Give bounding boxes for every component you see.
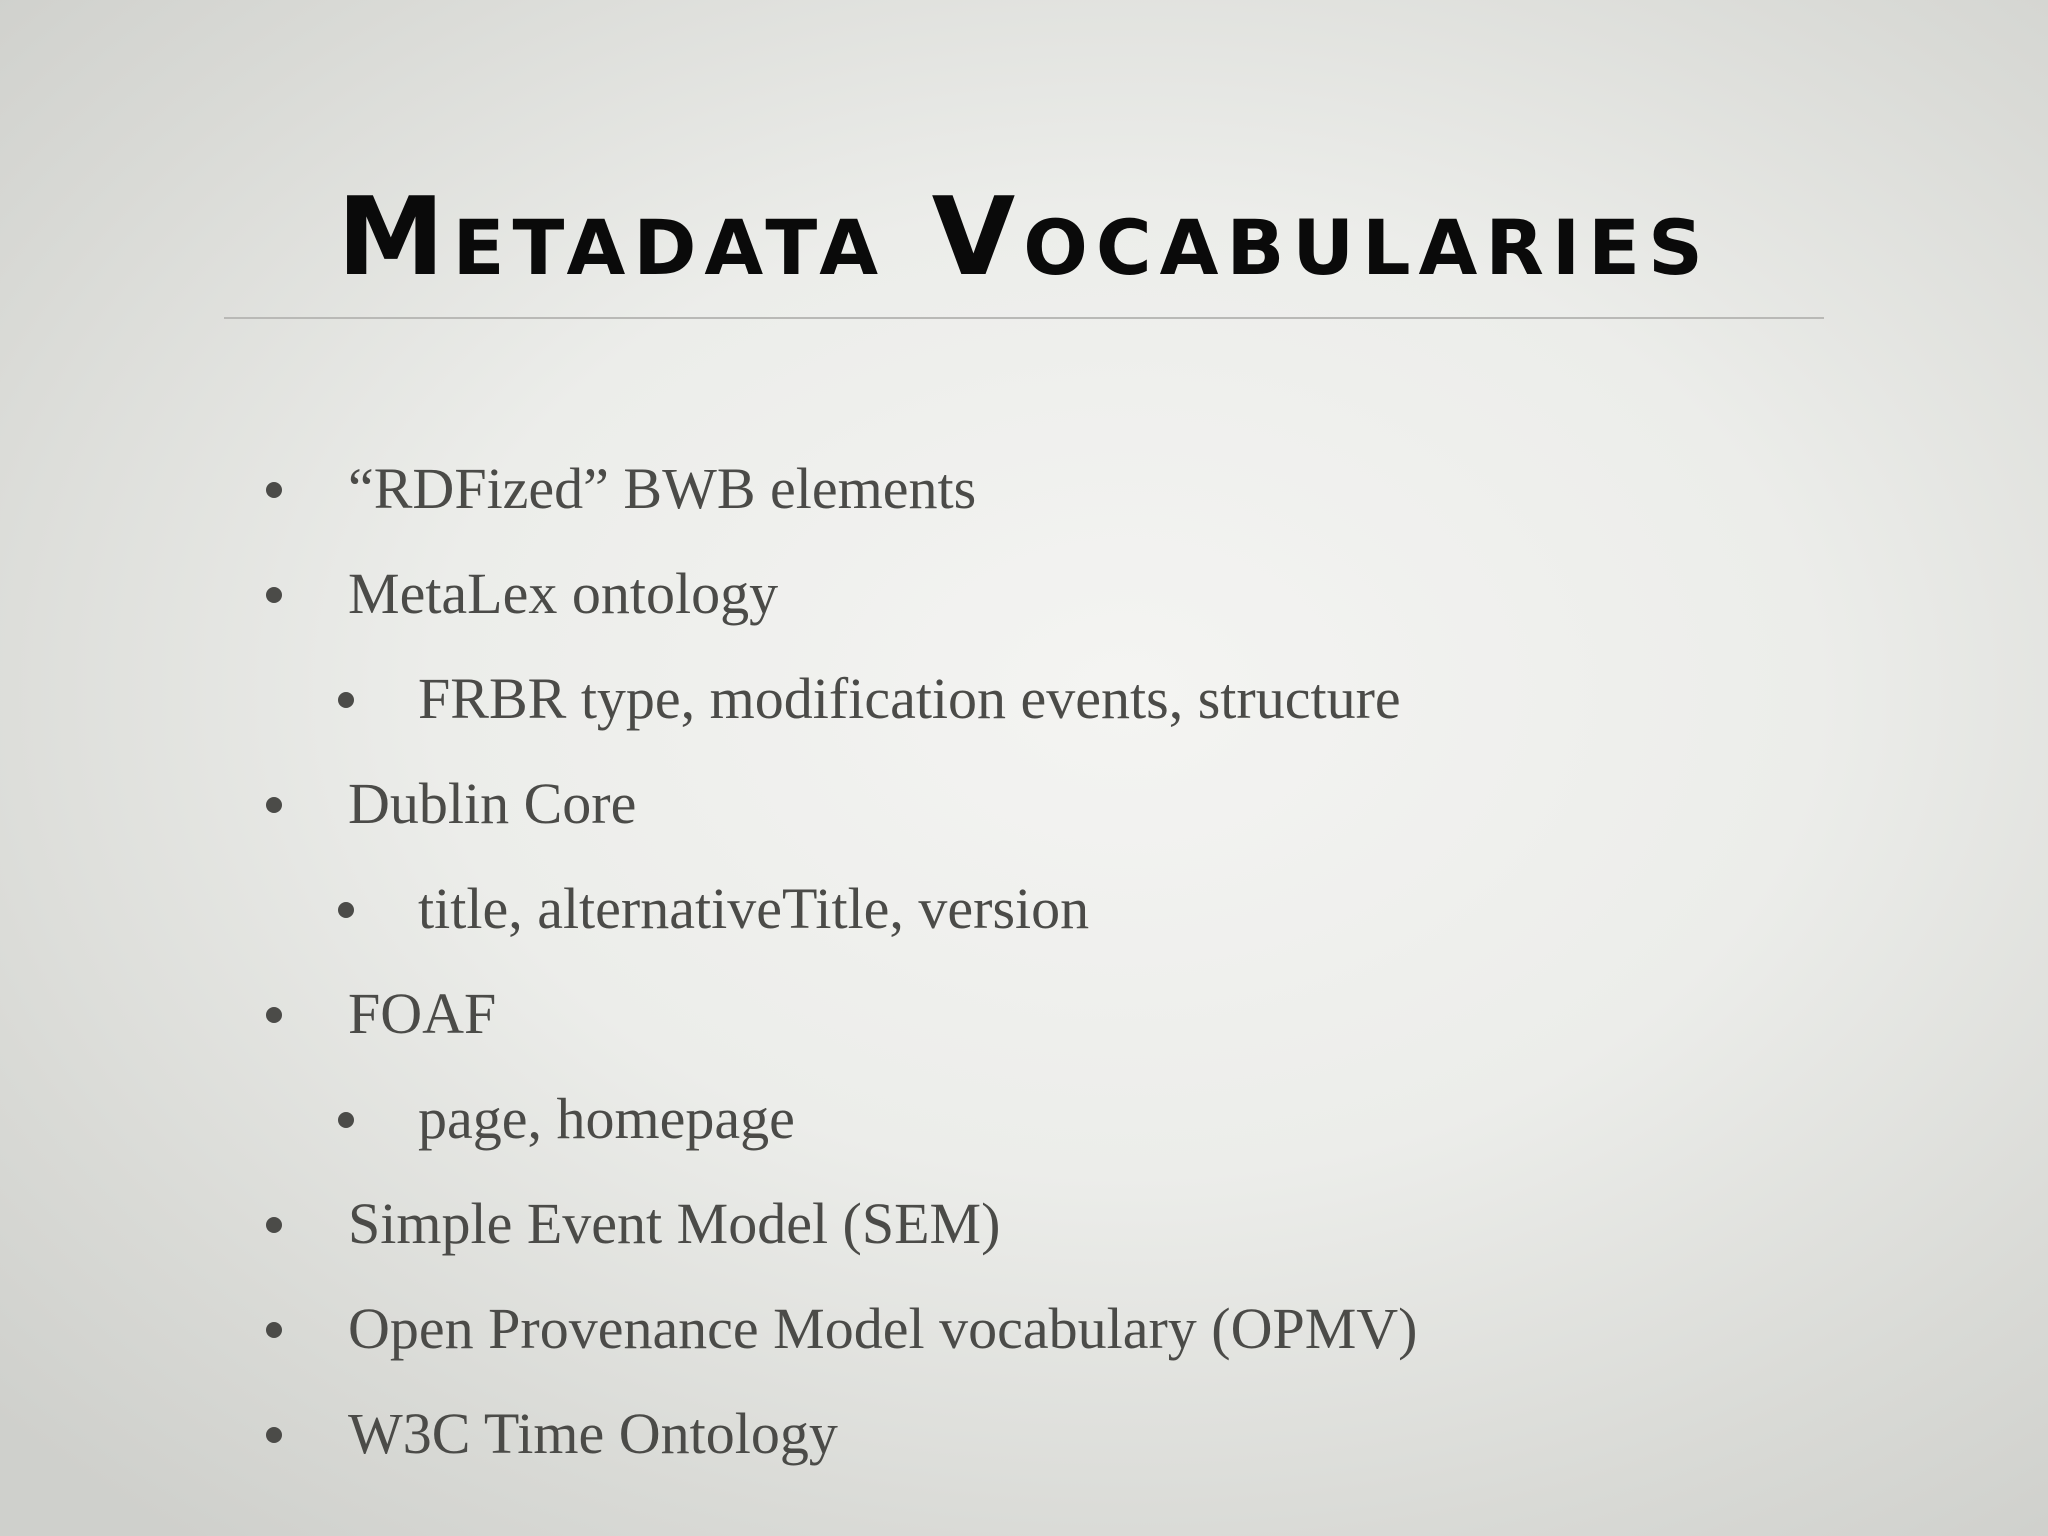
bullet-item: [0, 1276, 2048, 1381]
sub-bullet-item: [0, 856, 2048, 961]
bullet-dot-icon: [266, 797, 282, 813]
bullet-text: “RDFized” BWB elements: [348, 456, 977, 521]
bullet-dot-icon: [266, 1217, 282, 1233]
slide-title: Metadata Vocabularies: [337, 175, 1711, 300]
bullet-text: FOAF: [348, 981, 497, 1046]
bullet-text: W3C Time Ontology: [348, 1401, 838, 1466]
sub-bullet-item: [0, 1066, 2048, 1171]
bullet-text: Dublin Core: [348, 771, 637, 836]
bullet-text: MetaLex ontology: [348, 561, 779, 626]
bullet-dot-icon: [338, 902, 354, 918]
bullet-dot-icon: [266, 1322, 282, 1338]
bullet-dot-icon: [338, 692, 354, 708]
bullet-item: [0, 1171, 2048, 1276]
bullet-item: [0, 436, 2048, 541]
bullet-text: Simple Event Model (SEM): [348, 1191, 1001, 1256]
sub-bullet-item: [0, 646, 2048, 751]
bullet-text: Open Provenance Model vocabulary (OPMV): [348, 1296, 1418, 1361]
bullet-dot-icon: [266, 1007, 282, 1023]
bullet-item: [0, 961, 2048, 1066]
sub-bullet-text: title, alternativeTitle, version: [418, 876, 1090, 941]
bullet-item: [0, 751, 2048, 856]
bullet-dot-icon: [266, 482, 282, 498]
bullet-dot-icon: [338, 1112, 354, 1128]
bullet-dot-icon: [266, 587, 282, 603]
bullet-item: [0, 541, 2048, 646]
sub-bullet-text: FRBR type, modification events, structure: [418, 666, 1401, 731]
bullet-item: [0, 1381, 2048, 1486]
title-divider: [224, 317, 1824, 319]
bullet-list: [0, 436, 2048, 1486]
bullet-dot-icon: [266, 1427, 282, 1443]
sub-bullet-text: page, homepage: [418, 1086, 795, 1151]
